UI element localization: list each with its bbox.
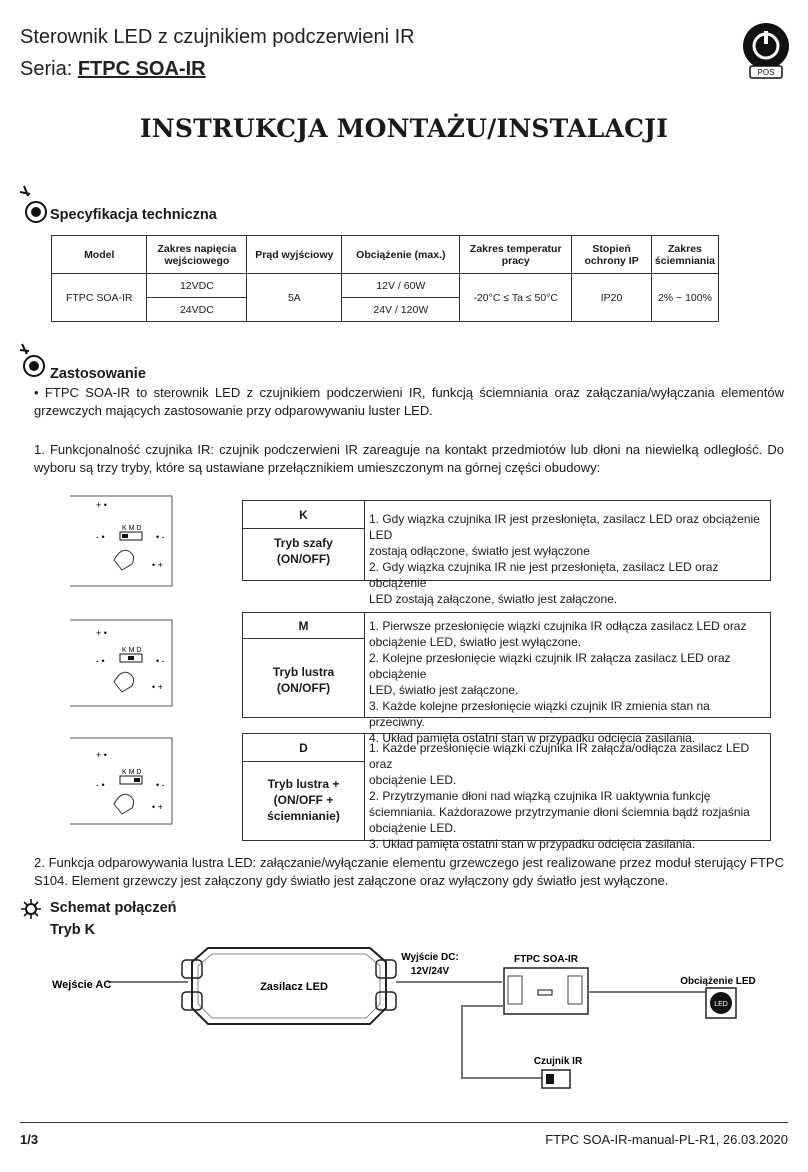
mode-m-desc-line: 2. Kolejne przesłonięcie wiązki czujnik IR załącza zasilacz LED oraz obciążenie — [369, 651, 731, 681]
mode-d-desc-line: obciążenie LED. — [369, 773, 457, 787]
spec-header-temp: Zakres temperatur pracy — [460, 236, 572, 274]
mode-m-box — [242, 612, 771, 745]
mode-d-box — [242, 733, 771, 851]
ac-input-label: Wejście AC — [52, 979, 112, 991]
mode-d-letter: D — [243, 734, 364, 762]
controller-body — [504, 968, 588, 1014]
spec-table — [51, 235, 719, 322]
mode-m-name-1: Tryb lustra — [272, 665, 335, 679]
mode-d-switch-diagram — [60, 732, 182, 832]
spec-temp: -20°C ≤ Ta ≤ 50°C — [460, 274, 572, 322]
svg-text:- •: - • — [96, 532, 105, 542]
footer-divider — [20, 1122, 788, 1123]
spec-header-current: Prąd wyjściowy — [247, 236, 342, 274]
application-heading: Zastosowanie — [50, 366, 146, 382]
mode-k-letter: K — [243, 501, 364, 529]
svg-text:+ •: + • — [96, 628, 107, 638]
spec-load-12: 12V / 60W — [342, 274, 460, 298]
mode-k-name-2: (ON/OFF) — [276, 552, 331, 566]
dc-output-label-1: Wyjście DC: — [401, 952, 459, 963]
defog-paragraph: 2. Funkcja odparowywania lustra LED: załączanie/wyłączanie elementu grzewczego jest realizowane przez moduł sterujący FTPC S104. Element grzewczy jest załączony gdy światło jest załączone oraz wyłączony gdy światło jest wyłączone. — [34, 855, 784, 888]
wiring-mode: Tryb K — [50, 922, 96, 938]
switch-labels: K M D — [122, 769, 142, 776]
mode-m-desc-line: 4. Układ pamięta ostatni stan w przypadku odcięcia zasilania. — [369, 731, 696, 745]
spec-header-voltage: Zakres napięcia wejściowego — [147, 236, 247, 274]
series-name: FTPC SOA-IR — [77, 58, 206, 80]
spec-ip: IP20 — [572, 274, 652, 322]
mode-d-description — [369, 740, 764, 852]
series-prefix: Seria: — [20, 58, 78, 80]
mode-k-switch-diagram — [60, 490, 182, 594]
spec-heading: Specyfikacja techniczna — [50, 207, 217, 223]
main-title: INSTRUKCJA MONTAŻU/INSTALACJI — [139, 114, 669, 143]
spec-voltage-12: 12VDC — [147, 274, 247, 298]
mode-k-left — [243, 501, 365, 580]
mode-m-left — [243, 613, 365, 717]
mode-k-box — [242, 500, 771, 606]
mode-k-description — [369, 511, 764, 607]
svg-text:• -: • - — [156, 532, 165, 542]
led-icon-label: LED — [714, 1001, 728, 1008]
sensor-label: Czujnik IR — [533, 1056, 583, 1067]
document-code: FTPC SOA-IR-manual-PL-R1, 26.03.2020 — [545, 1132, 788, 1147]
ir-function-paragraph: 1. Funkcjonalność czujnika IR: czujnik podczerwieni IR zareaguje na kontakt przedmiotów lub dłoni na niewielką odległość. Do wyboru są trzy tryby, które są ustawiane przełącznikiem umieszczonym na górnej części obudowy: — [34, 442, 784, 475]
spec-header-model: Model — [52, 236, 147, 274]
mode-m-desc-line: obciążenie LED, światło jest wyłączone. — [369, 635, 582, 649]
switch-labels: K M D — [122, 525, 142, 532]
mode-k-name-1: Tryb szafy — [274, 536, 333, 550]
mode-k-desc-line: 1. Gdy wiązka czujnika IR jest przesłonięta, zasilacz LED oraz obciążenie LED — [369, 512, 760, 542]
mode-m-description — [369, 618, 764, 746]
wiring-section-icon — [20, 898, 42, 920]
spec-dimming: 2% ~ 100% — [651, 274, 718, 322]
controller-label: FTPC SOA-IR — [514, 954, 578, 965]
wiring-diagram — [40, 940, 770, 1100]
mode-d-desc-line: ściemniania. Każdorazowe przytrzymanie dłoni ściemnia bądź rozjaśnia — [369, 805, 750, 819]
spec-header-ip: Stopień ochrony IP — [572, 236, 652, 274]
mode-m-desc-line: LED, światło jest załączone. — [369, 683, 519, 697]
svg-text:- •: - • — [96, 656, 105, 666]
svg-text:- •: - • — [96, 780, 105, 790]
svg-text:• +: • + — [152, 682, 163, 692]
page-number: 1/3 — [20, 1132, 39, 1147]
application-section-icon — [18, 342, 48, 382]
svg-text:• -: • - — [156, 656, 165, 666]
logo-text: POS — [757, 68, 775, 77]
spec-load-24: 24V / 120W — [342, 298, 460, 322]
mode-k-desc-line: 2. Gdy wiązka czujnika IR nie jest przesłonięta, zasilacz LED oraz obciążenie — [369, 560, 719, 590]
mode-d-desc-line: 3. Układ pamięta ostatni stan w przypadku odcięcia zasilania. — [369, 837, 696, 851]
dc-output-label-2: 12V/24V — [410, 966, 450, 977]
mode-m-desc-line: 1. Pierwsze przesłonięcie wiązki czujnika IR odłącza zasilacz LED oraz — [369, 619, 747, 633]
svg-text:+ •: + • — [96, 500, 107, 510]
spec-section-icon — [18, 184, 48, 228]
load-label: Obciążenie LED — [680, 976, 756, 987]
mode-m-desc-line: 3. Każde kolejne przesłonięcie wiązki czujnik IR zmienia stan na przeciwny. — [369, 699, 710, 729]
spec-current: 5A — [247, 274, 342, 322]
mode-d-name-2: (ON/OFF + — [273, 793, 334, 807]
svg-text:• +: • + — [152, 802, 163, 812]
mode-d-desc-line: 2. Przytrzymanie dłoni nad wiązką czujnika IR uaktywnia funkcję — [369, 789, 711, 803]
series-line — [20, 58, 206, 81]
wiring-heading: Schemat połączeń — [50, 900, 177, 916]
spec-header-load: Obciążenie (max.) — [342, 236, 460, 274]
mode-d-left — [243, 734, 365, 840]
svg-text:+ •: + • — [96, 750, 107, 760]
mode-d-desc-line: 1. Każde przesłonięcie wiązki czujnika IR załącza/odłącza zasilacz LED oraz — [369, 741, 750, 771]
psu-label: Zasilacz LED — [260, 981, 328, 993]
brand-logo — [742, 22, 790, 82]
mode-m-letter: M — [243, 613, 364, 639]
svg-text:• +: • + — [152, 560, 163, 570]
spec-header-dimming: Zakres ściemniania — [651, 236, 718, 274]
mode-k-desc-line: LED zostają załączone, światło jest załączone. — [369, 592, 618, 606]
mode-m-switch-diagram — [60, 614, 182, 714]
switch-labels: K M D — [122, 647, 142, 654]
mode-d-name-1: Tryb lustra + — [267, 777, 340, 791]
svg-text:• -: • - — [156, 780, 165, 790]
application-bullet: • FTPC SOA-IR to sterownik LED z czujnikiem podczerwieni IR, funkcją ściemniania oraz załączania/wyłączania elementów grzewczych mających zastosowanie przy odparowywaniu luster LED. — [34, 385, 784, 418]
mode-d-name-3: ściemnianie) — [267, 809, 340, 823]
document-title: Sterownik LED z czujnikiem podczerwieni IR — [20, 26, 415, 48]
mode-m-name-2: (ON/OFF) — [276, 681, 331, 695]
spec-voltage-24: 24VDC — [147, 298, 247, 322]
mode-k-desc-line: zostają odłączone, światło jest wyłączone — [369, 544, 590, 558]
spec-model: FTPC SOA-IR — [52, 274, 147, 322]
mode-d-desc-line: obciążenie LED. — [369, 821, 457, 835]
